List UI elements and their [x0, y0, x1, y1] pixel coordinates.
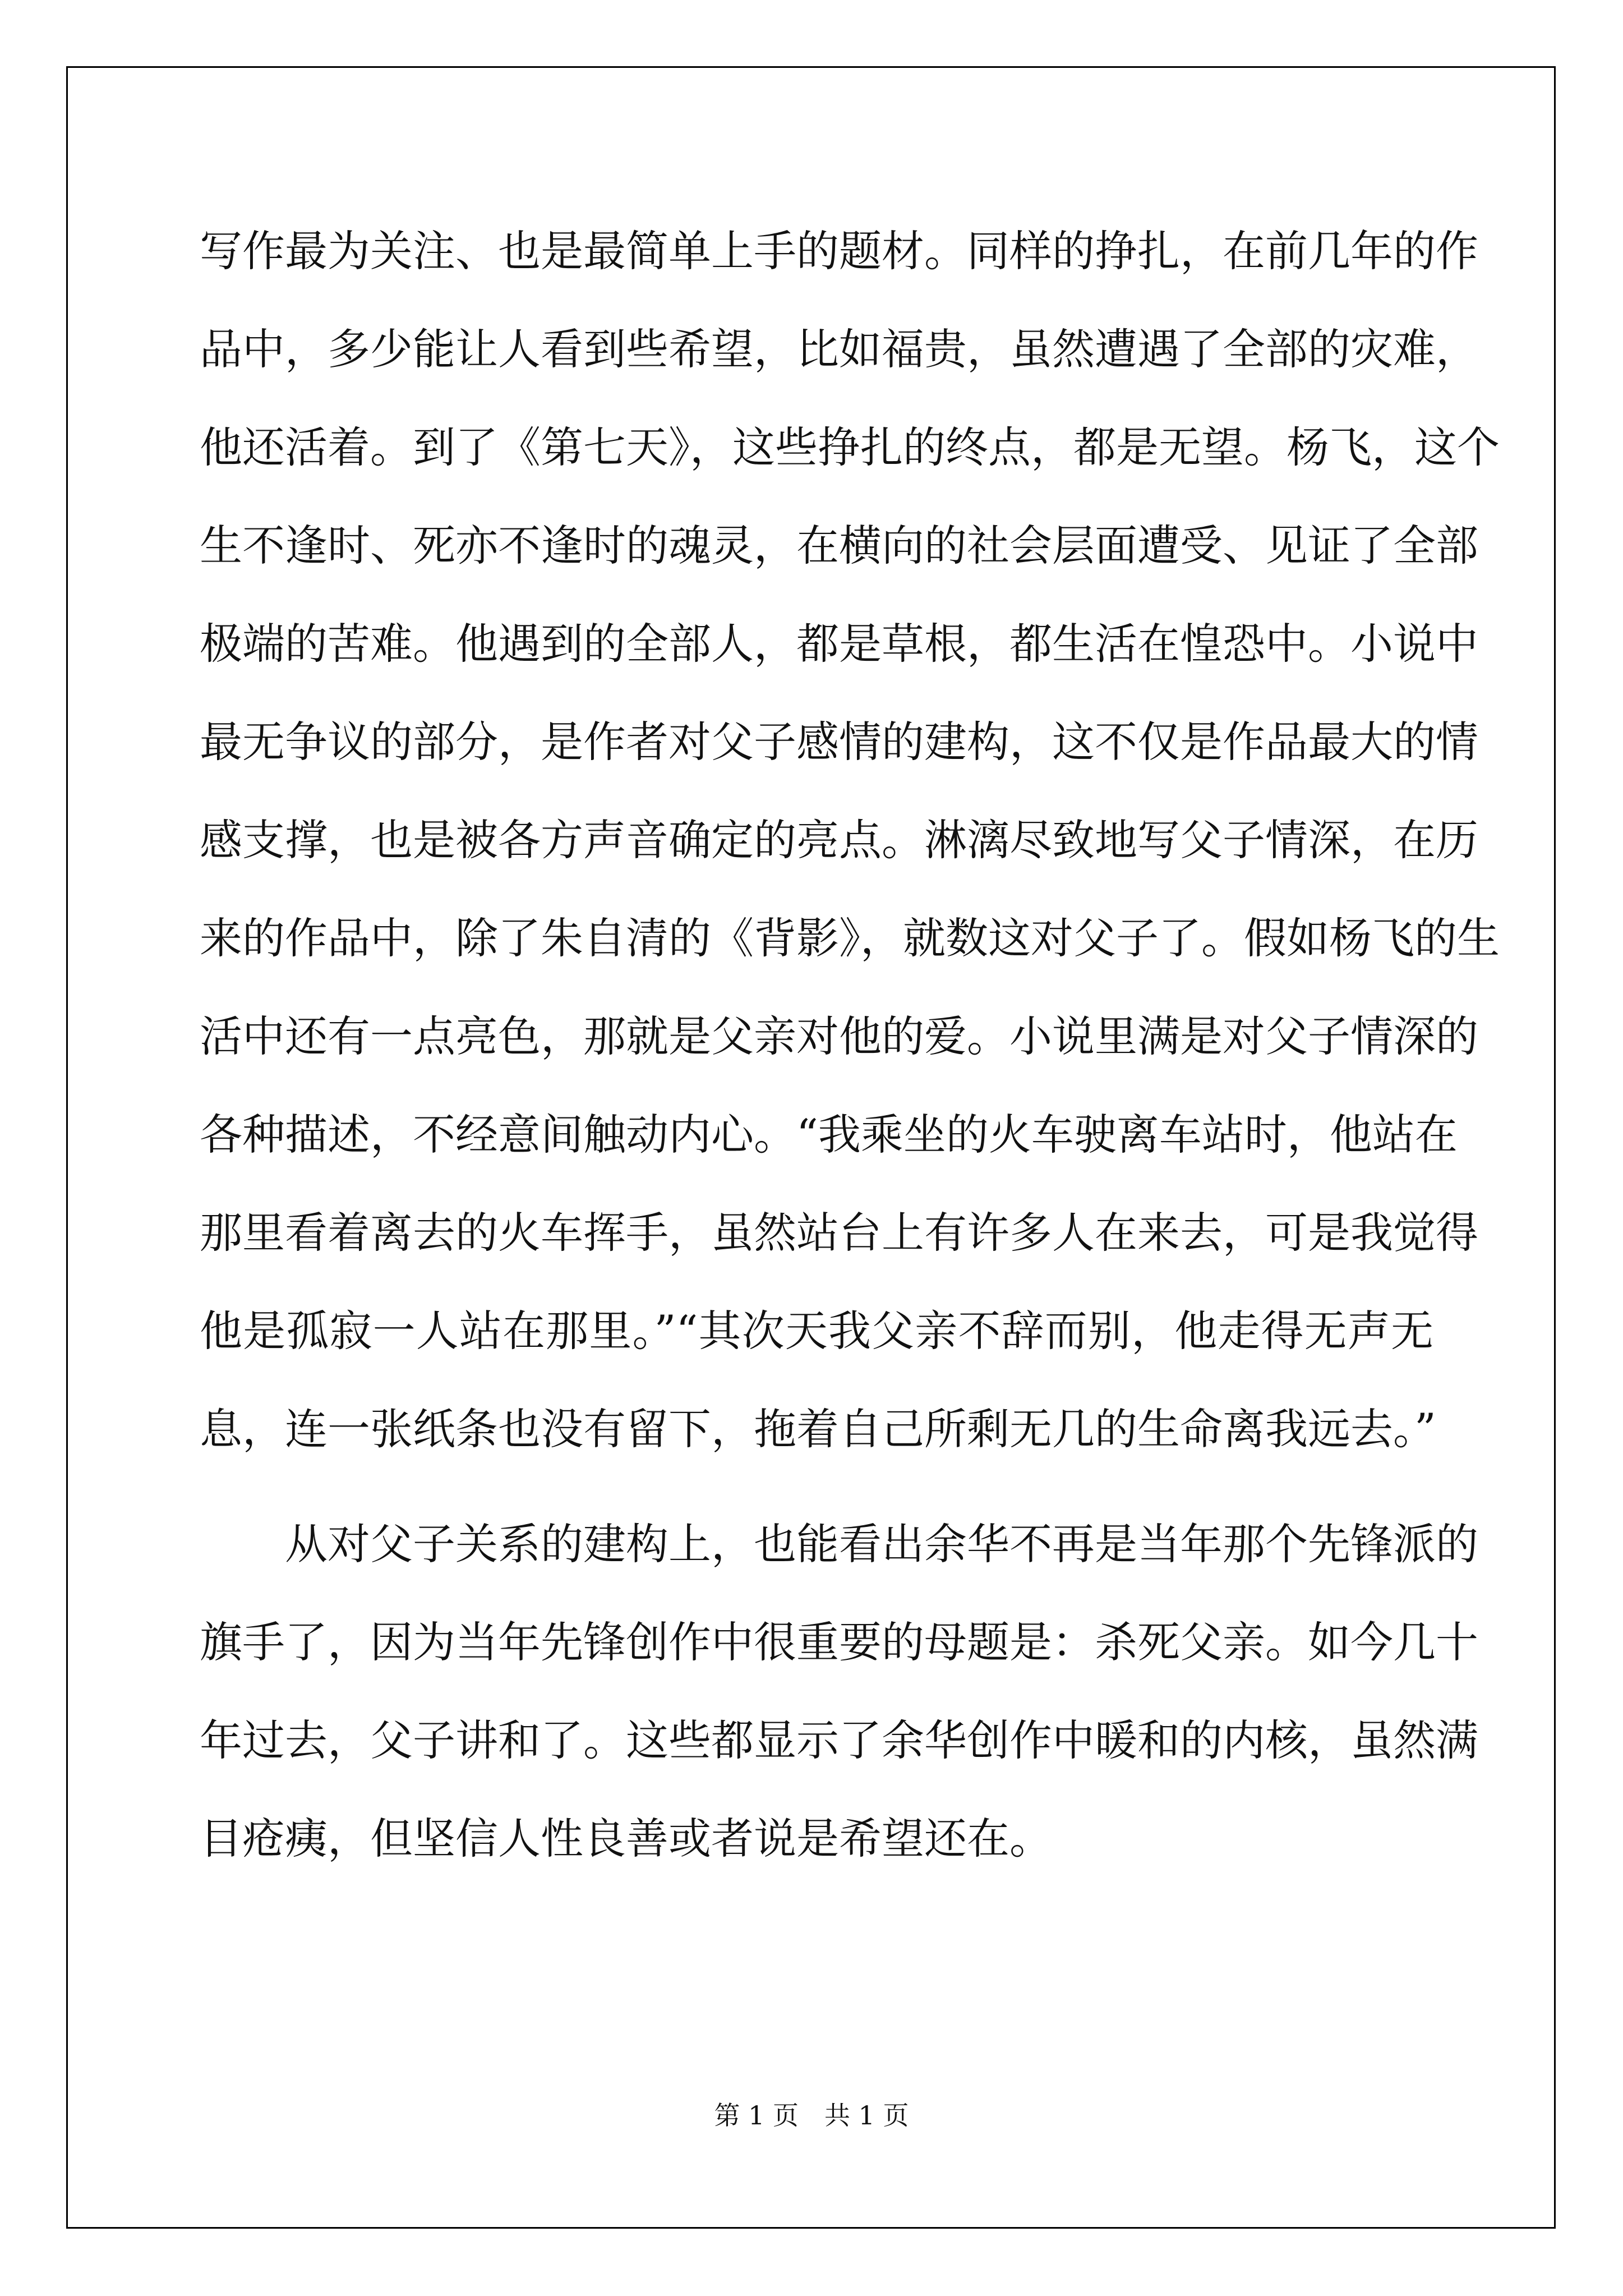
document-body [200, 202, 1500, 1888]
text-line: 活中还有一点亮色，那就是父亲对他的爱。小说里满是对父子情深的 [200, 1011, 1478, 1061]
text-line: 写作最为关注、也是最简单上手的题材。同样的挣扎，在前几年的作 [200, 226, 1478, 276]
text-line: 感支撑，也是被各方声音确定的亮点。淋漓尽致地写父子情深，在历 [200, 815, 1478, 865]
text-line: 生不逢时、死亦不逢时的魂灵，在横向的社会层面遭受、见证了全部 [200, 521, 1478, 570]
text-line: 极端的苦难。他遇到的全部人，都是草根，都生活在惶恐中。小说中 [200, 619, 1478, 669]
text-line: 旗手了，因为当年先锋创作中很重要的母题是：杀死父亲。如今几十 [200, 1617, 1478, 1667]
text-line: 他是孤寂一人站在那里。”“其次天我父亲不辞而别，他走得无声无 [200, 1306, 1433, 1356]
text-line: 从对父子关系的建构上，也能看出余华不再是当年那个先锋派的 [285, 1519, 1478, 1569]
text-line: 年过去，父子讲和了。这些都显示了余华创作中暖和的内核，虽然满 [200, 1715, 1478, 1765]
text-line: 息，连一张纸条也没有留下，拖着自己所剩无几的生命离我远去。” [200, 1404, 1436, 1454]
text-line: 品中，多少能让人看到些希望，比如福贵，虽然遭遇了全部的灾难， [200, 324, 1478, 374]
text-line: 最无争议的部分，是作者对父子感情的建构，这不仅是作品最大的情 [200, 717, 1478, 767]
text-line: 目疮痍，但坚信人性良善或者说是希望还在。 [200, 1814, 1052, 1864]
text-line: 他还活着。到了《第七天》，这些挣扎的终点，都是无望。杨飞，这个 [200, 422, 1500, 472]
text-line: 来的作品中，除了朱自清的《背影》，就数这对父子了。假如杨飞的生 [200, 913, 1500, 963]
text-line: 那里看着离去的火车挥手，虽然站台上有许多人在来去，可是我觉得 [200, 1208, 1478, 1258]
text-line: 各种描述，不经意间触动内心。“我乘坐的火车驶离车站时，他站在 [200, 1110, 1458, 1159]
page-number-footer: 第 1 页 共 1 页 [714, 2100, 909, 2131]
